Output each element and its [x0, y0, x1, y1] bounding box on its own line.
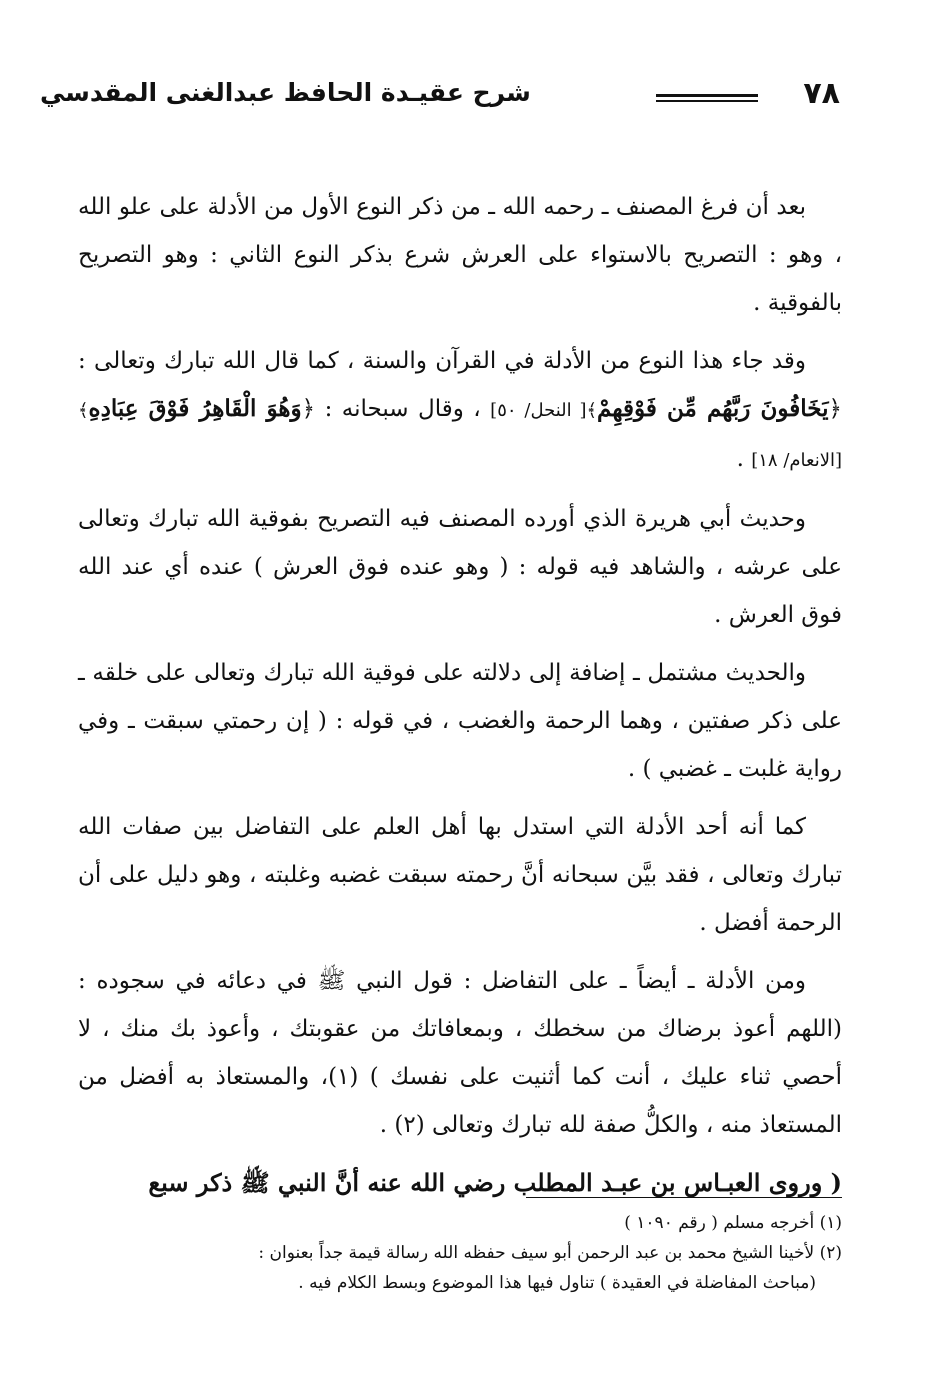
- footnote-2: (٢) لأخينا الشيخ محمد بن عبد الرحمن أبو سيف حفظه الله رسالة قيمة جداً بعنوان :: [258, 1243, 842, 1263]
- paragraph-2-end: .: [736, 446, 744, 472]
- paragraph-2: [78, 337, 842, 485]
- paragraph-4: والحديث مشتمل ـ إضافة إلى دلالته على فوقية الله تبارك وتعالى على خلقه ـ على ذكر صفتين ، وهما الرحمة والغضب ، في قوله : ( إن رحمتي سبقت ـ وفي رواية غلبت ـ غضبي ) .: [78, 660, 842, 782]
- paragraph-1: بعد أن فرغ المصنف ـ رحمه الله ـ من ذكر النوع الأول من الأدلة على علو الله ، وهو : التصريح بالاستواء على العرش شرع بذكر النوع الثاني : وهو التصريح بالفوقية .: [78, 194, 842, 316]
- footnote-rule: [526, 1197, 842, 1198]
- paragraph-3: وحديث أبي هريرة الذي أورده المصنف فيه التصريح بفوقية الله تبارك وتعالى على عرشه ، والشاهد فيه قوله : ( وهو عنده فوق العرش ) عنده أي عند الله فوق العرش .: [78, 506, 842, 628]
- main-text: [78, 183, 842, 1217]
- quran-verse-2: وَهُوَ الْقَاهِرُ فَوْقَ عِبَادِهِ: [88, 395, 302, 422]
- page-header: [40, 72, 840, 122]
- verse-reference-1: ﴾[ النحل/ ٥٠]: [490, 400, 598, 421]
- footnote-1: (١) أخرجه مسلم ( رقم ١٠٩٠ ): [624, 1213, 842, 1233]
- footnote-2-continuation: (مباحث المفاضلة في العقيدة ) تناول فيها هذا الموضوع وبسط الكلام فيه .: [298, 1273, 816, 1293]
- paragraph-2-mid: ، وقال سبحانه : ﴿: [301, 396, 481, 422]
- paragraph-2-intro: وقد جاء هذا النوع من الأدلة في القرآن والسنة ، كما قال الله تبارك وتعالى : ﴿: [78, 348, 843, 422]
- paragraph-5: كما أنه أحد الأدلة التي استدل بها أهل العلم على التفاضل بين صفات الله تبارك وتعالى ، فقد بيَّن سبحانه أنَّ رحمته سبقت غضبه وغلبته ، وهو دليل على أن الرحمة أفضل .: [78, 814, 842, 936]
- page-number: ٧٨: [803, 76, 840, 111]
- header-rule: [656, 94, 758, 102]
- footnotes: [70, 1208, 842, 1298]
- paragraph-6: ومن الأدلة ـ أيضاً ـ على التفاضل : قول النبي ﷺ في دعائه في سجوده : (اللهم أعوذ برضاك من سخطك ، وبمعافاتك من عقوبتك ، وأعوذ بك منك ، لا أحصي ثناء عليك ، أنت كما أثنيت على نفسك ) (١)، والمستعاذ به أفضل من المستعاذ منه ، والكلُّ صفة لله تبارك وتعالى (٢) .: [78, 968, 842, 1138]
- closing-line: ( وروى العبـاس بن عبـد المطلب رضي الله عنه أنَّ النبي ﷺ ذكر سبع: [148, 1168, 842, 1197]
- running-title: شرح عقيـدة الحافظ عبدالغنى المقدسي: [40, 78, 531, 107]
- verse-reference-2: ﴾[الانعام/ ١٨]: [78, 400, 842, 471]
- quran-verse-1: يَخَافُونَ رَبَّهُم مِّن فَوْقِهِمْ: [597, 395, 829, 422]
